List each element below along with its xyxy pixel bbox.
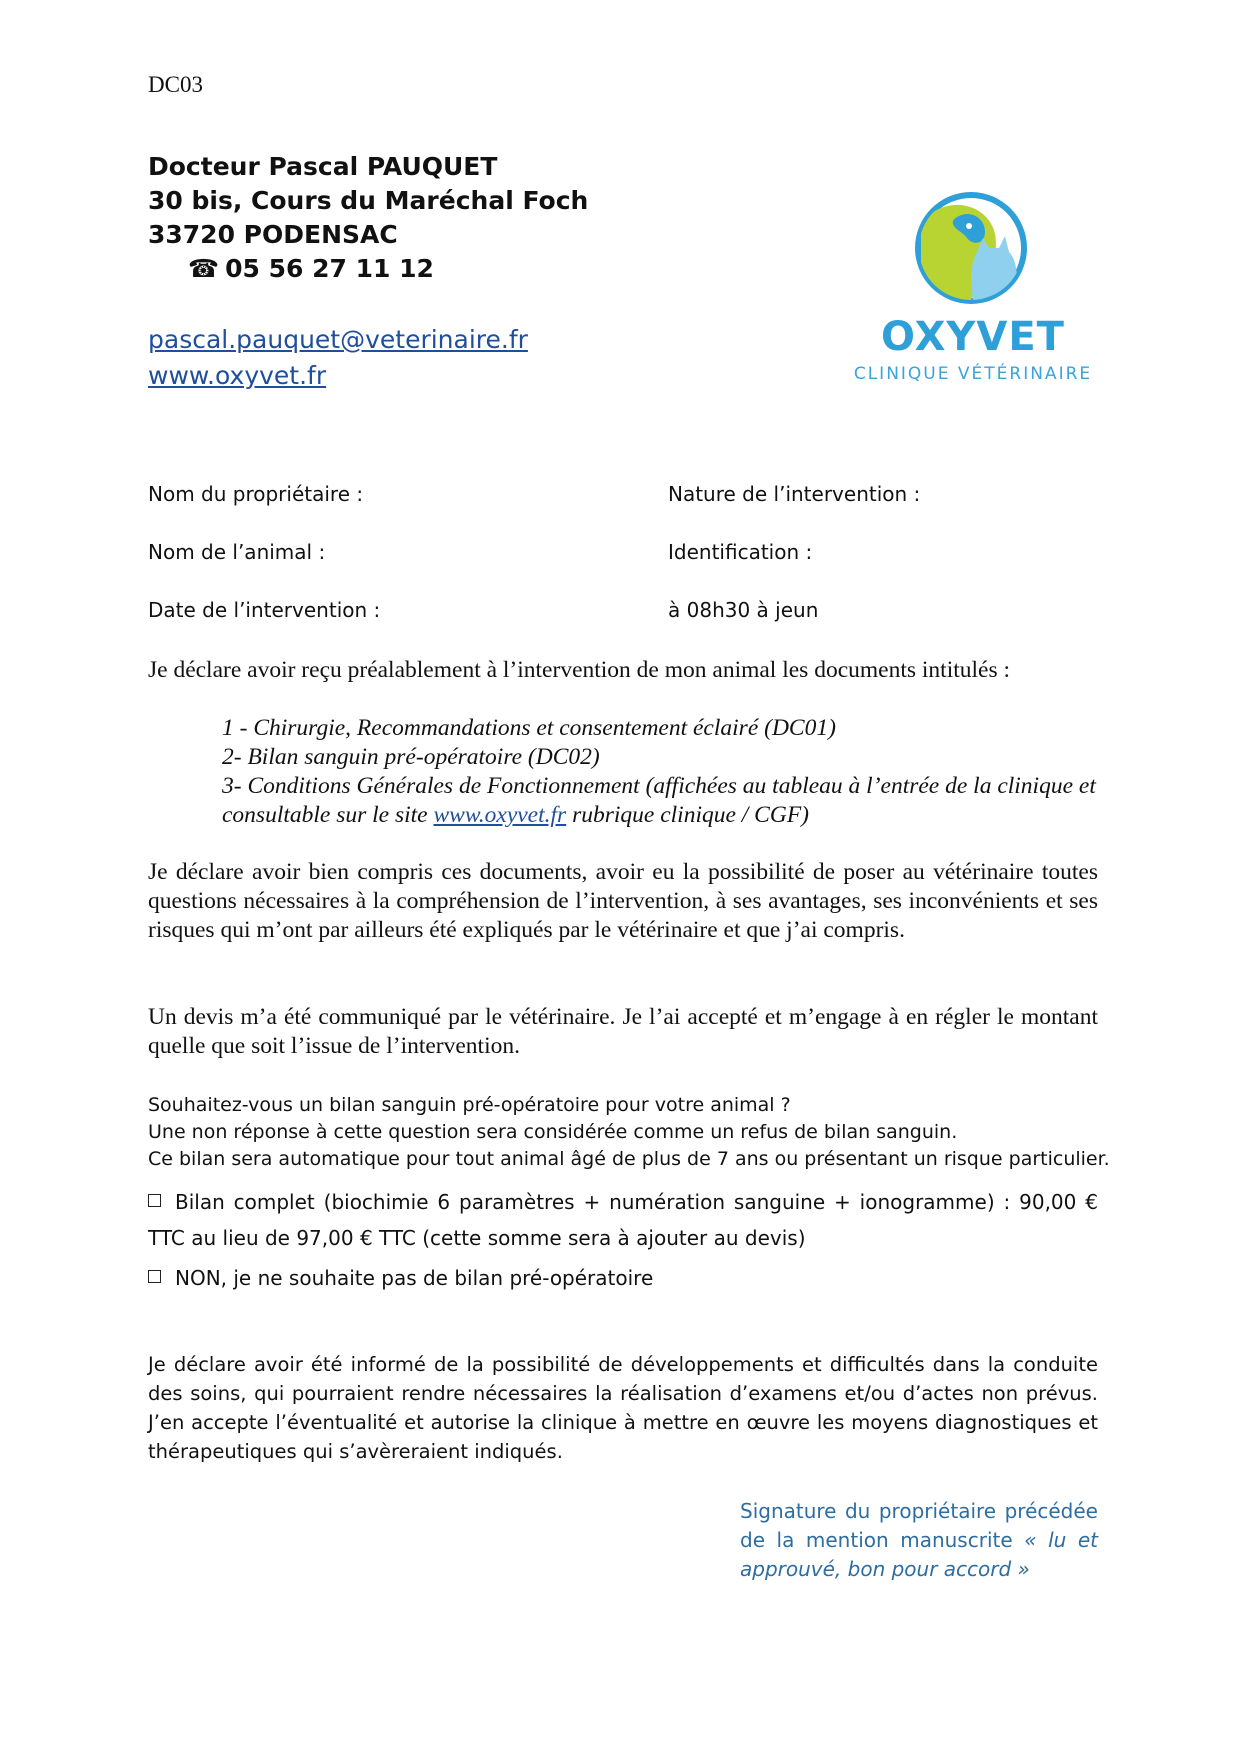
- list-item-text: rubrique clinique / CGF): [566, 802, 810, 828]
- quote-paragraph: Un devis m’a été communiqué par le vétérinaire. Je l’ai accepté et m’engage à en régler le montant quelle que soit l’issue de l’intervention.: [148, 1004, 1098, 1059]
- option-full-label: Bilan complet (biochimie 6 paramètres + numération sanguine + ionogramme) : 90,00 € TTC au lieu de 97,00 € TTC (cette somme sera à ajouter au devis): [148, 1190, 1098, 1250]
- documents-intro: Je déclare avoir reçu préalablement à l’intervention de mon animal les documents intitulés :: [148, 657, 1011, 683]
- signature-text: Signature du propriétaire précédée de la mention manuscrite: [740, 1499, 1098, 1552]
- blood-test-section: [148, 1092, 1108, 1173]
- oxyvet-logo: [848, 188, 1098, 388]
- telephone-icon: ☎: [188, 254, 220, 283]
- document-code: DC03: [148, 72, 203, 97]
- cgf-website-link[interactable]: www.oxyvet.fr: [433, 802, 567, 828]
- identification-label: Identification :: [668, 540, 813, 564]
- intervention-nature-label: Nature de l’intervention :: [668, 482, 921, 506]
- phone-row: [148, 252, 588, 286]
- understanding-paragraph: Je déclare avoir bien compris ces documents, avoir eu la possibilité de poser au vétérinaire toutes questions nécessaires à la compréhension de l’intervention, à ses avantages, ses inconvénients et ses risques qui m’ont par ailleurs été expliqués par le vétérinaire et que j’ai compris.: [148, 859, 1098, 943]
- address-line-1: 30 bis, Cours du Maréchal Foch: [148, 186, 589, 215]
- signature-mention: « lu et approuvé, bon pour accord »: [740, 1528, 1098, 1581]
- list-item: 2- Bilan sanguin pré-opératoire (DC02): [222, 744, 600, 770]
- contact-links: [148, 322, 528, 394]
- animal-field-label: Nom de l’animal :: [148, 540, 326, 564]
- blood-test-question: Souhaitez-vous un bilan sanguin pré-opératoire pour votre animal ?: [148, 1094, 791, 1116]
- brand-subtitle: CLINIQUE VÉTÉRINAIRE: [853, 364, 1093, 384]
- appointment-time: à 08h30 à jeun: [668, 598, 819, 622]
- automatic-note: Ce bilan sera automatique pour tout animal âgé de plus de 7 ans ou présentant un risque particulier.: [148, 1148, 1110, 1170]
- documents-list: [222, 714, 1098, 830]
- no-answer-note: Une non réponse à cette question sera considérée comme un refus de bilan sanguin.: [148, 1121, 958, 1143]
- date-field-label: Date de l’intervention :: [148, 598, 381, 622]
- option-none-label: NON, je ne souhaite pas de bilan pré-opératoire: [175, 1266, 654, 1290]
- vet-header: [148, 150, 588, 286]
- website-link[interactable]: www.oxyvet.fr: [148, 361, 327, 390]
- phone-number: 05 56 27 11 12: [225, 254, 434, 283]
- dog-cat-logo-icon: [911, 188, 1031, 308]
- signature-instruction: [740, 1497, 1098, 1584]
- list-item: [222, 772, 1098, 830]
- checkbox[interactable]: [148, 1270, 161, 1283]
- list-item-text: 3- Conditions Générales de Fonctionnement (affichées au tableau à l’entrée de la clinique et consultable sur le site: [222, 773, 1096, 828]
- brand-name: OXYVET: [881, 314, 1065, 360]
- vet-name: Docteur Pascal PAUQUET: [148, 152, 498, 181]
- consent-paragraph: Je déclare avoir été informé de la possibilité de développements et difficultés dans la conduite des soins, qui pourraient rendre nécessaires la réalisation d’examens et/ou d’actes non prévus. J’en accepte l’éventualité et autorise la clinique à mettre en œuvre les moyens diagnostiques et thérapeutiques qui s’avèreraient indiqués.: [148, 1353, 1098, 1463]
- option-no-bilan[interactable]: [148, 1260, 653, 1296]
- list-item: 1 - Chirurgie, Recommandations et consentement éclairé (DC01): [222, 715, 836, 741]
- owner-field-label: Nom du propriétaire :: [148, 482, 364, 506]
- address-line-2: 33720 PODENSAC: [148, 220, 398, 249]
- checkbox[interactable]: [148, 1194, 161, 1207]
- email-link[interactable]: pascal.pauquet@veterinaire.fr: [148, 325, 528, 354]
- option-full-bilan[interactable]: [148, 1184, 1098, 1256]
